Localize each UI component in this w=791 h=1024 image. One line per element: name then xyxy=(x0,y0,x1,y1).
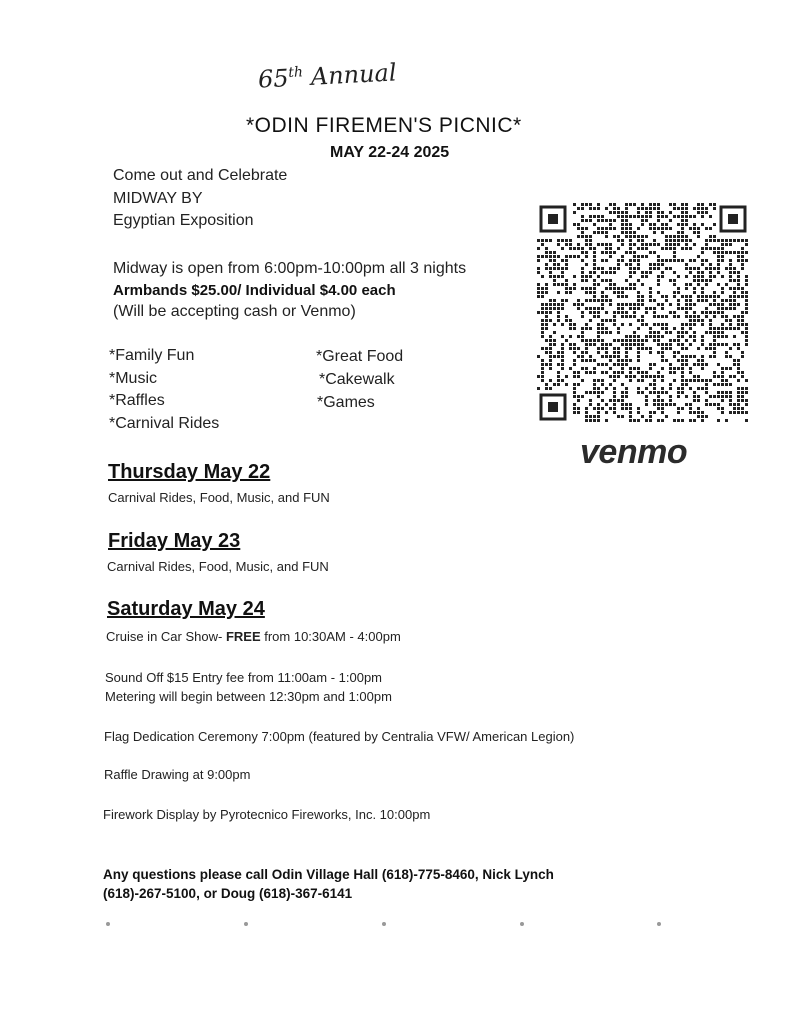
scan-speck xyxy=(657,922,661,926)
day-desc-thursday: Carnival Rides, Food, Music, and FUN xyxy=(108,490,330,505)
scan-speck xyxy=(382,922,386,926)
contact-line-2: (618)-267-5100, or Doug (618)-367-6141 xyxy=(103,886,353,901)
saturday-desc-after: from 10:30AM - 4:00pm xyxy=(260,629,401,644)
day-desc-saturday xyxy=(106,629,401,644)
annual-word: Annual xyxy=(310,58,398,91)
event-flag-dedication: Flag Dedication Ceremony 7:00pm (featured by Centralia VFW/ American Legion) xyxy=(104,729,575,744)
annual-suffix: th xyxy=(287,64,304,82)
flyer-title: *ODIN FIREMEN'S PICNIC* xyxy=(246,114,522,137)
feature-carnival-rides: *Carnival Rides xyxy=(109,415,220,432)
day-heading-friday: Friday May 23 xyxy=(108,530,241,552)
scan-speck xyxy=(520,922,524,926)
midway-hours: Midway is open from 6:00pm-10:00pm all 3 nights xyxy=(113,260,467,277)
feature-family-fun: *Family Fun xyxy=(109,347,195,364)
intro-line-2: MIDWAY BY xyxy=(113,190,203,207)
scan-speck xyxy=(244,922,248,926)
feature-great-food: *Great Food xyxy=(316,348,404,365)
handwritten-annual-note xyxy=(257,58,397,93)
intro-line-3: Egyptian Exposition xyxy=(113,212,254,229)
event-sound-off: Sound Off $15 Entry fee from 11:00am - 1:00pm xyxy=(105,670,383,685)
venmo-qr-code[interactable] xyxy=(537,203,749,423)
event-metering: Metering will begin between 12:30pm and 1:00pm xyxy=(105,689,392,704)
annual-number: 65 xyxy=(257,64,290,94)
armband-prices: Armbands $25.00/ Individual $4.00 each xyxy=(113,282,396,299)
feature-cakewalk: *Cakewalk xyxy=(319,371,395,388)
event-dates: MAY 22-24 2025 xyxy=(330,144,450,161)
day-heading-saturday: Saturday May 24 xyxy=(107,598,265,620)
day-heading-thursday: Thursday May 22 xyxy=(108,461,271,483)
day-desc-friday: Carnival Rides, Food, Music, and FUN xyxy=(107,559,329,574)
feature-raffles: *Raffles xyxy=(109,392,165,409)
event-firework-display: Firework Display by Pyrotecnico Fireworks, Inc. 10:00pm xyxy=(103,807,431,822)
scan-speck xyxy=(106,922,110,926)
contact-line-1: Any questions please call Odin Village Hall (618)-775-8460, Nick Lynch xyxy=(103,867,554,882)
saturday-desc-before: Cruise in Car Show- xyxy=(106,629,226,644)
event-raffle-drawing: Raffle Drawing at 9:00pm xyxy=(104,767,251,782)
intro-line-1: Come out and Celebrate xyxy=(113,167,288,184)
feature-games: *Games xyxy=(317,394,375,411)
venmo-logo: venmo xyxy=(580,433,688,471)
payment-note: (Will be accepting cash or Venmo) xyxy=(113,303,356,320)
feature-music: *Music xyxy=(109,370,158,387)
saturday-desc-free: FREE xyxy=(225,629,261,644)
